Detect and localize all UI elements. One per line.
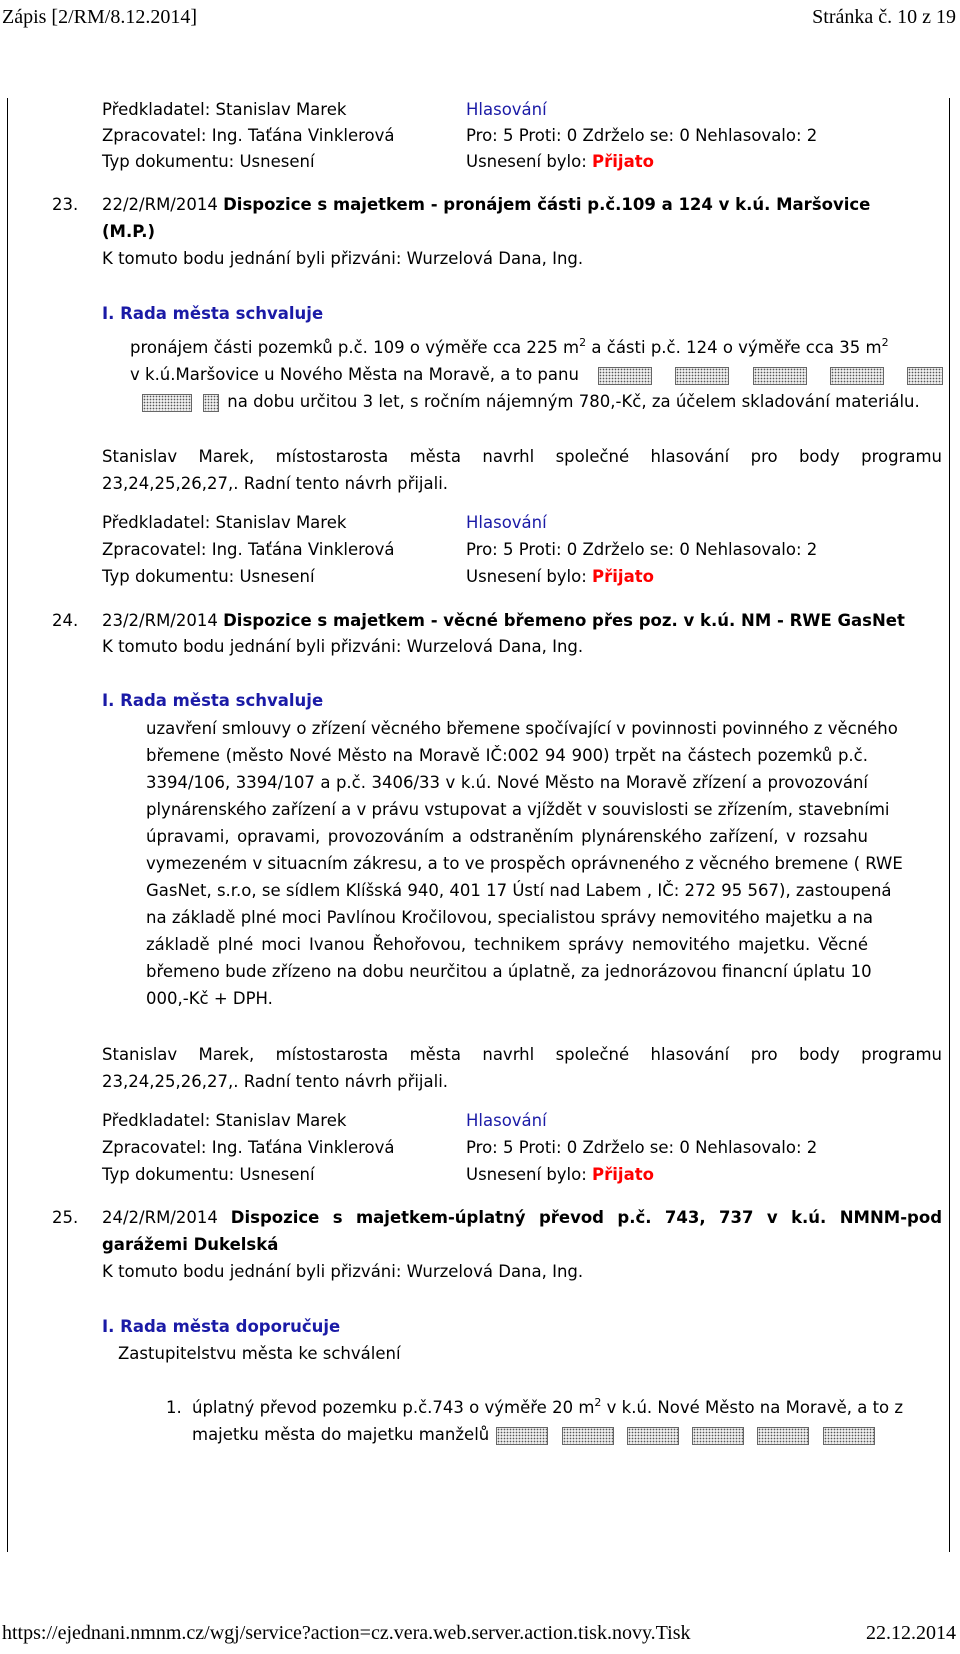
document-type: Typ dokumentu: Usnesení: [102, 567, 315, 586]
resolution-text-line: základě plné moci Ivanou Řehořovou, technikem správy nemovitého majetku. Věcné: [146, 935, 868, 954]
vote-row-submitter: [102, 1111, 942, 1135]
left-border-rule: [7, 98, 8, 1552]
resolution-text-line: vymezeném v situacním zákresu, a to ve prospěch oprávneného z věcného bremene ( RWE: [146, 854, 903, 873]
resolution-heading: I. Rada města schvaluje: [102, 691, 324, 710]
vote-row-type: [102, 1165, 942, 1189]
item-title-continued: (M.P.): [102, 222, 156, 241]
joint-vote-proposal-end: 23,24,25,26,27,. Radní tento návrh přijali.: [102, 1072, 449, 1091]
item-title: 22/2/RM/2014 Dispozice s majetkem - pronájem části p.č.109 a 124 v k.ú. Maršovice: [102, 195, 871, 214]
resolution-text-line: plynárenského zařízení a v právu vstupovat a vjíždět v souvislosti se zřízením, stavebními: [146, 800, 890, 819]
resolution-status: Usnesení bylo: Přijato: [466, 1165, 654, 1184]
vote-row-type: [102, 152, 942, 176]
list-item-text: majetku města do majetku manželů: [192, 1425, 875, 1445]
item-title: 24/2/RM/2014 Dispozice s majetkem-úplatný převod p.č. 743, 737 v k.ú. NMNM-pod: [102, 1208, 942, 1227]
redacted-block: [496, 1427, 548, 1445]
redacted-block: [907, 367, 943, 385]
invited-persons: K tomuto bodu jednání byli přizváni: Wurzelová Dana, Ing.: [102, 637, 584, 656]
vote-result: Pro: 5 Proti: 0 Zdrželo se: 0 Nehlasovalo: 2: [466, 540, 818, 559]
item-title: 23/2/RM/2014 Dispozice s majetkem - věcné břemeno přes poz. v k.ú. NM - RWE GasNet: [102, 611, 905, 630]
redacted-block: [692, 1427, 744, 1445]
voting-link[interactable]: Hlasování: [466, 100, 547, 119]
vote-row-submitter: [102, 513, 942, 537]
resolution-heading: I. Rada města doporučuje: [102, 1317, 341, 1336]
item-title-continued: garážemi Dukelská: [102, 1235, 279, 1254]
right-border-rule: [949, 98, 950, 1552]
joint-vote-proposal: Stanislav Marek, místostarosta města navrhl společné hlasování pro body programu: [102, 1045, 942, 1064]
vote-row-submitter: [102, 100, 942, 124]
resolution-subheading: Zastupitelstvu města ke schválení: [118, 1344, 401, 1363]
voting-link[interactable]: Hlasování: [466, 513, 547, 532]
voting-link[interactable]: Hlasování: [466, 1111, 547, 1130]
vote-row-processor: [102, 1138, 942, 1162]
redacted-block: [753, 367, 807, 385]
document-type: Typ dokumentu: Usnesení: [102, 152, 315, 171]
accepted-label: Přijato: [592, 152, 654, 171]
list-number: 1.: [166, 1398, 182, 1417]
resolution-status: Usnesení bylo: Přijato: [466, 567, 654, 586]
resolution-text-line: břemeno bude zřízeno na dobu neurčitou a úplatně, za jednorázovou financní úplatu 10: [146, 962, 872, 981]
header-page-number: Stránka č. 10 z 19: [812, 6, 956, 28]
resolution-text-line: GasNet, s.r.o, se sídlem Klíšská 940, 401 17 Ústí nad Labem , IČ: 272 95 567), zastoupená: [146, 881, 892, 900]
resolution-text-line: 000,-Kč + DPH.: [146, 989, 273, 1008]
resolution-text-line: pronájem části pozemků p.č. 109 o výměře cca 225 $m^2$ a části p.č. 124 o výměře cca 35 $m^2$: [130, 336, 889, 357]
resolution-text-line: uzavření smlouvy o zřízení věcného břemene spočívající v povinnosti povinného z věcného: [146, 719, 898, 738]
footer-date: 22.12.2014: [866, 1622, 956, 1644]
redacted-block: [203, 394, 219, 412]
redacted-block: [627, 1427, 679, 1445]
resolution-text-line: na základě plné moci Pavlínou Kročilovou, specialistou správy nemovitého majetku a na: [146, 908, 874, 927]
redacted-block: [830, 367, 884, 385]
redacted-block: [757, 1427, 809, 1445]
header-title: Zápis [2/RM/8.12.2014]: [2, 6, 197, 28]
vote-row-processor: [102, 540, 942, 564]
resolution-heading: I. Rada města schvaluje: [102, 304, 324, 323]
resolution-text-line: úpravami, opravami, provozováním a odstraněním plynárenského zařízení, v rozsahu: [146, 827, 868, 846]
redacted-block: [675, 367, 729, 385]
page-header: [0, 6, 960, 34]
item-number: 23.: [52, 195, 79, 214]
resolution-text-line: 3394/106, 3394/107 a p.č. 3406/33 v k.ú. Nové Město na Moravě zřízení a provozování: [146, 773, 868, 792]
resolution-text-line: na dobu určitou 3 let, s ročním nájemným 780,-Kč, za účelem skladování materiálu.: [142, 392, 920, 412]
resolution-status: Usnesení bylo: Přijato: [466, 152, 654, 171]
footer-url: https://ejednani.nmnm.cz/wgj/service?action=cz.vera.web.server.action.tisk.novy.Tisk: [2, 1622, 691, 1644]
vote-row-processor: [102, 126, 942, 150]
joint-vote-proposal-end: 23,24,25,26,27,. Radní tento návrh přijali.: [102, 474, 449, 493]
processor: Zpracovatel: Ing. Taťána Vinklerová: [102, 126, 395, 145]
invited-persons: K tomuto bodu jednání byli přizváni: Wurzelová Dana, Ing.: [102, 1262, 584, 1281]
redacted-block: [562, 1427, 614, 1445]
redacted-block: [142, 394, 192, 412]
item-number: 25.: [52, 1208, 79, 1227]
submitter: Předkladatel: Stanislav Marek: [102, 1111, 347, 1130]
redacted-block: [598, 367, 652, 385]
processor: Zpracovatel: Ing. Taťána Vinklerová: [102, 540, 395, 559]
list-item-text: úplatný převod pozemku p.č.743 o výměře 20 $m^2$ v k.ú. Nové Město na Moravě, a to z: [192, 1396, 904, 1417]
redacted-block: [823, 1427, 875, 1445]
submitter: Předkladatel: Stanislav Marek: [102, 100, 347, 119]
vote-result: Pro: 5 Proti: 0 Zdrželo se: 0 Nehlasovalo: 2: [466, 1138, 818, 1157]
invited-persons: K tomuto bodu jednání byli přizváni: Wurzelová Dana, Ing.: [102, 249, 584, 268]
processor: Zpracovatel: Ing. Taťána Vinklerová: [102, 1138, 395, 1157]
vote-result: Pro: 5 Proti: 0 Zdrželo se: 0 Nehlasovalo: 2: [466, 126, 818, 145]
resolution-text-line: břemene (město Nové Město na Moravě IČ:002 94 900) trpět na částech pozemků p.č.: [146, 746, 868, 765]
document-type: Typ dokumentu: Usnesení: [102, 1165, 315, 1184]
submitter: Předkladatel: Stanislav Marek: [102, 513, 347, 532]
page-footer: [0, 1622, 960, 1650]
joint-vote-proposal: Stanislav Marek, místostarosta města navrhl společné hlasování pro body programu: [102, 447, 942, 466]
item-number: 24.: [52, 611, 79, 630]
vote-row-type: [102, 567, 942, 591]
resolution-text-line: v k.ú.Maršovice u Nového Města na Moravě, a to panu: [130, 365, 943, 385]
accepted-label: Přijato: [592, 567, 654, 586]
accepted-label: Přijato: [592, 1165, 654, 1184]
